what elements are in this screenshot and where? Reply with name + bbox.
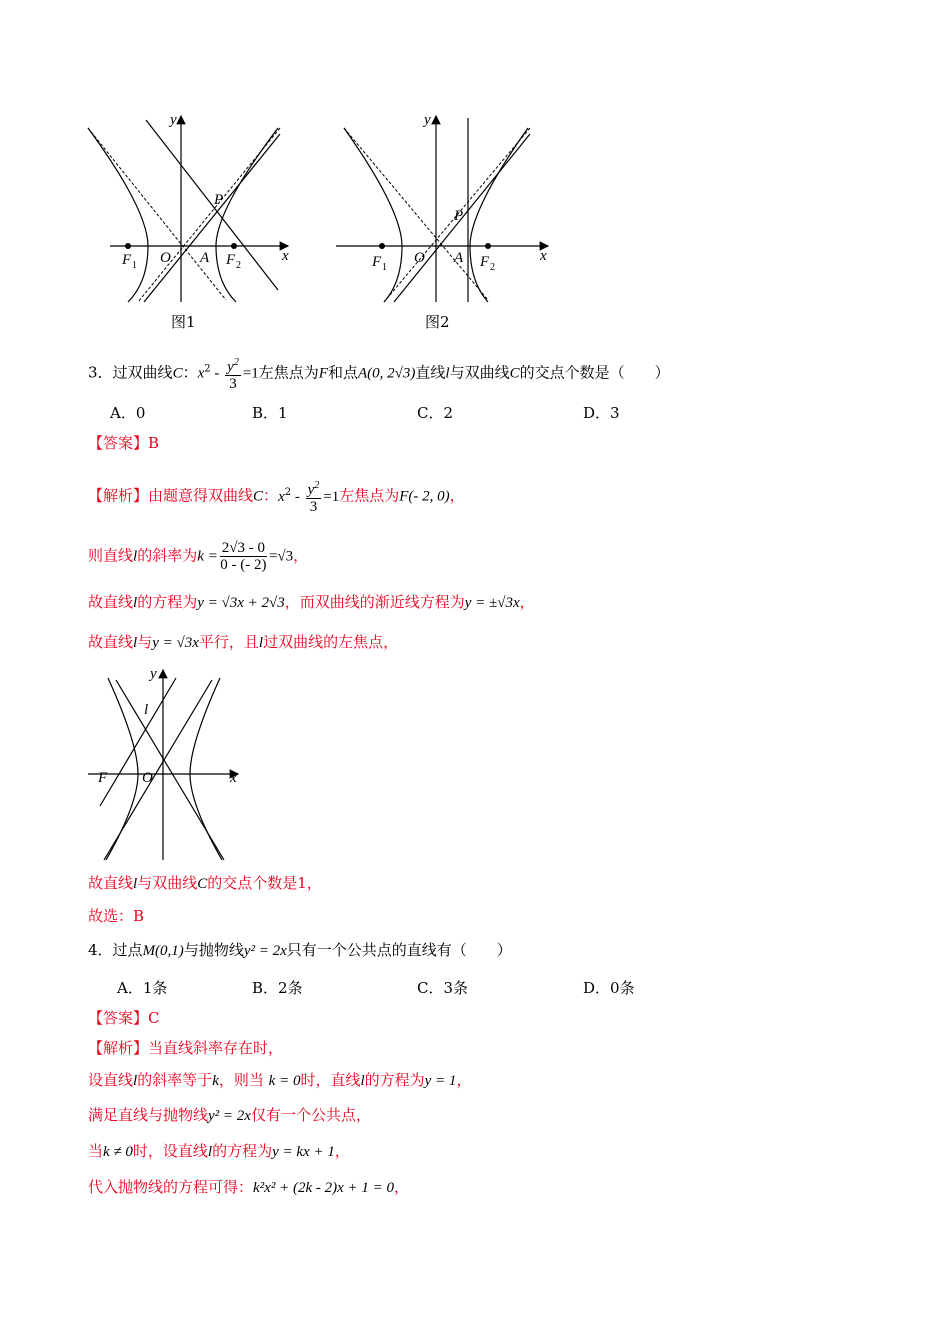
q4-text-a: 过点 [112,941,143,959]
q3-analysis-frac-den: 3 [309,499,318,515]
q4-eq: y² = 2x [243,943,287,959]
q4-analysis-line3 [88,1105,371,1126]
q4-a3-text-a: 满足直线与抛物线 [88,1106,209,1124]
q3-frac-num: $y^2$ [227,357,239,375]
q3-l4-eq: y = √3x [152,635,199,651]
q4-analysis-line4 [88,1141,350,1162]
label-y: y [170,112,177,128]
q3-l4-text-b: 与 [137,633,153,651]
point-f1 [379,243,385,249]
q3-l4-text-d: 过双曲线的左焦点， [263,633,399,651]
q4-a2-text-e: 的方程为 [364,1071,425,1089]
q4-option-d[interactable]: D．0条 [583,979,635,997]
figure-2 [334,110,554,310]
label-x: x [230,770,237,786]
q3-number: 3． [88,363,113,382]
q4-analysis-line2 [88,1070,471,1091]
q3-text-e: 与双曲线 [449,363,510,382]
q3-l3-comma: ， [519,593,535,611]
q4-a4-l: l [207,1144,213,1160]
q3-text-f: 的交点个数是（ ） [519,363,670,382]
q4-a4-text-a: 当 [88,1142,104,1160]
q4-analysis-tag: 【解析】 [88,1039,149,1057]
q4-a4-comma: ， [334,1142,350,1160]
q4-text-c: 只有一个公共点的直线有（ ） [286,941,512,959]
q3-conclusion: 故选：B [88,907,145,925]
label-f2: F [480,254,490,270]
q3-l4-text-a: 故直线 [88,633,134,651]
label-f2-sub: 2 [236,260,241,271]
label-f1-sub: 1 [132,260,137,271]
q3-l3-text-a: 故直线 [88,593,134,611]
label-y: y [150,666,157,682]
q3-c: C [172,365,183,382]
q3-l3-text-c: ，而双曲线的渐近线方程为 [284,593,465,611]
label-y: y [424,112,431,128]
q3-eq-minus: - [210,365,224,382]
figure-3 [86,664,246,864]
q3-l2-result: =√3 [268,548,294,565]
q3-option-a[interactable]: A．0 [110,404,146,422]
q3-l2-k: k = [197,548,218,565]
q4-a2-text-b: 的斜率等于 [137,1071,213,1089]
q4-a4-text-c: 的方程为 [212,1142,273,1160]
q4-a5-eq: k²x² + (2k - 2)x + 1 = 0 [253,1180,394,1196]
label-o: O [160,250,171,266]
line-l [100,678,176,806]
q3-colon: ： [182,363,198,382]
q4-a2-text-a: 设直线 [88,1071,134,1089]
line-2 [144,134,280,302]
q3-c2: C [509,365,520,382]
q3-l4-l2: l [258,635,264,651]
label-x: x [540,248,547,264]
q4-a2-eq2: y = 1 [424,1073,457,1089]
q3-analysis-line3 [88,592,535,613]
q3-analysis-fraction: $\frac{y^2}{3}$ [307,480,320,515]
q3-option-d[interactable]: D．3 [583,404,620,422]
label-f2-sub: 2 [490,262,495,273]
label-a: A [200,250,210,266]
q3-option-c[interactable]: C．2 [417,404,454,422]
q3-f: F [318,365,328,382]
q4-a2-k: k [212,1073,219,1089]
q3-l3-text-b: 的方程为 [137,593,198,611]
q3-l4-l: l [133,635,138,651]
q4-option-a[interactable]: A．1条 [117,979,168,997]
hyperbola-right-branch [190,678,222,860]
hyperbola-right-branch [216,128,278,302]
q4-a1: 当直线斜率存在时， [148,1039,284,1057]
q3-point: A(0, 2√3) [357,365,416,382]
q3-eq-lhs: x [197,365,205,382]
q4-a5-comma: ， [394,1178,410,1196]
q3-l3-eq2: y = ±√3x [464,595,520,611]
label-f1: F [122,252,132,268]
asymptote [88,128,226,300]
q3-analysis-x: x [278,488,285,505]
label-o: O [142,770,153,786]
q4-analysis-line1 [88,1038,283,1058]
q3-stem: 3．过双曲线C：$x^2$ - $\frac{y^2}{3}$ =1左焦点为F和点A(0, 2√3)直线l与双曲线C的交点个数是（ ） [88,357,670,392]
hyperbola-left-branch [344,128,402,302]
q4-a2-comma: ， [456,1071,472,1089]
q3-option-b[interactable]: B．1 [252,404,288,422]
q3-l5-text-b: 与双曲线 [137,874,198,892]
q3-l: l [445,365,450,382]
q4-a5-text-a: 代入抛物线的方程可得： [88,1178,254,1196]
q4-a3-eq: y² = 2x [208,1108,251,1124]
q3-text-a: 过双曲线 [112,363,173,382]
label-f1-sub: 1 [382,262,387,273]
q4-a2-l: l [133,1073,138,1089]
q3-analysis-frac-num: y [307,482,315,498]
q3-eq-rhs: =1 [242,365,259,382]
label-o: O [414,250,425,266]
figure-1-caption: 图1 [171,313,196,331]
q3-analysis-tag: 【解析】 [88,486,149,505]
q4-analysis-line5 [88,1177,409,1198]
hyperbola-right-branch [470,128,528,302]
q3-l3-eq: y = √3x + 2√3 [197,595,285,611]
q3-text-c: 和点 [327,363,358,382]
label-f2: F [226,252,236,268]
label-a: A [454,250,464,266]
q3-l2-text-b: 的斜率为 [137,546,198,565]
label-p: P [454,208,464,224]
q4-a2-l2: l [360,1073,365,1089]
q3-analysis-line2 [88,540,308,573]
q3-l5-text-a: 故直线 [88,874,134,892]
q4-a2-text-d: 时，直线 [300,1071,361,1089]
q4-a2-eq: k = 0 [268,1073,301,1089]
q3-analysis-line4 [88,632,398,653]
q4-stem [88,940,512,961]
q3-analysis-text-c: 左焦点为 [339,486,400,505]
q4-a3-text-b: 仅有一个公共点， [250,1106,371,1124]
label-f: F [98,770,108,786]
point-f2 [485,243,491,249]
label-f1: F [372,254,382,270]
q3-l4-text-c: 平行，且 [198,633,259,651]
q3-l2-comma: ， [293,546,309,565]
q4-option-c[interactable]: C．3条 [417,979,469,997]
q4-a4-eq: k ≠ 0 [103,1144,133,1160]
q3-l3-l: l [133,595,138,611]
q4-point: M(0,1) [142,943,184,959]
point-f2 [231,243,237,249]
q3-l5-c: C [197,876,208,892]
q3-text-d: 直线 [415,363,446,382]
q4-answer: 【答案】C [88,1009,160,1027]
q3-analysis-line1: 【解析】由题意得双曲线C：$x^2$ - $\frac{y^2}{3}$ =1左焦点为F(- 2, 0)， [88,480,465,515]
label-p: P [214,192,224,208]
q4-a4-eq2: y = kx + 1 [272,1144,335,1160]
figure-1 [80,110,300,310]
q3-l5-text-c: 的交点个数是1， [207,874,322,892]
q4-text-b: 与抛物线 [183,941,244,959]
q3-l2-fraction [220,540,267,573]
q3-analysis-focus: F(- 2, 0) [399,488,450,505]
q3-analysis-comma: ， [449,486,465,505]
q4-a4-text-b: 时，设直线 [132,1142,208,1160]
point-f1 [125,243,131,249]
q4-option-b[interactable]: B．2条 [252,979,303,997]
q3-analysis-colon: ： [263,486,279,505]
q3-answer: 【答案】B [88,434,160,452]
q3-fraction [225,355,241,392]
hyperbola-left-branch [88,128,148,302]
q3-analysis-c: C [253,488,264,505]
q4-number: 4． [88,941,113,959]
q3-analysis-eq: =1 [323,488,340,505]
q3-l2-text-a: 则直线 [88,546,134,565]
q3-analysis-text: 由题意得双曲线 [148,486,254,505]
q4-a2-text-c: ，则当 [218,1071,264,1089]
q3-l5-l: l [133,876,138,892]
q3-frac-den: 3 [229,376,237,392]
figure-2-caption: 图2 [425,313,450,331]
q3-l2-l: l [133,548,138,565]
q3-l2-den: 0 - (- 2) [220,557,267,573]
q3-analysis-line5 [88,873,322,894]
q3-text-b: 左焦点为 [258,363,319,382]
label-x: x [282,248,289,264]
q3-l2-num: 2√3 - 0 [221,540,265,556]
label-l: l [144,702,149,718]
